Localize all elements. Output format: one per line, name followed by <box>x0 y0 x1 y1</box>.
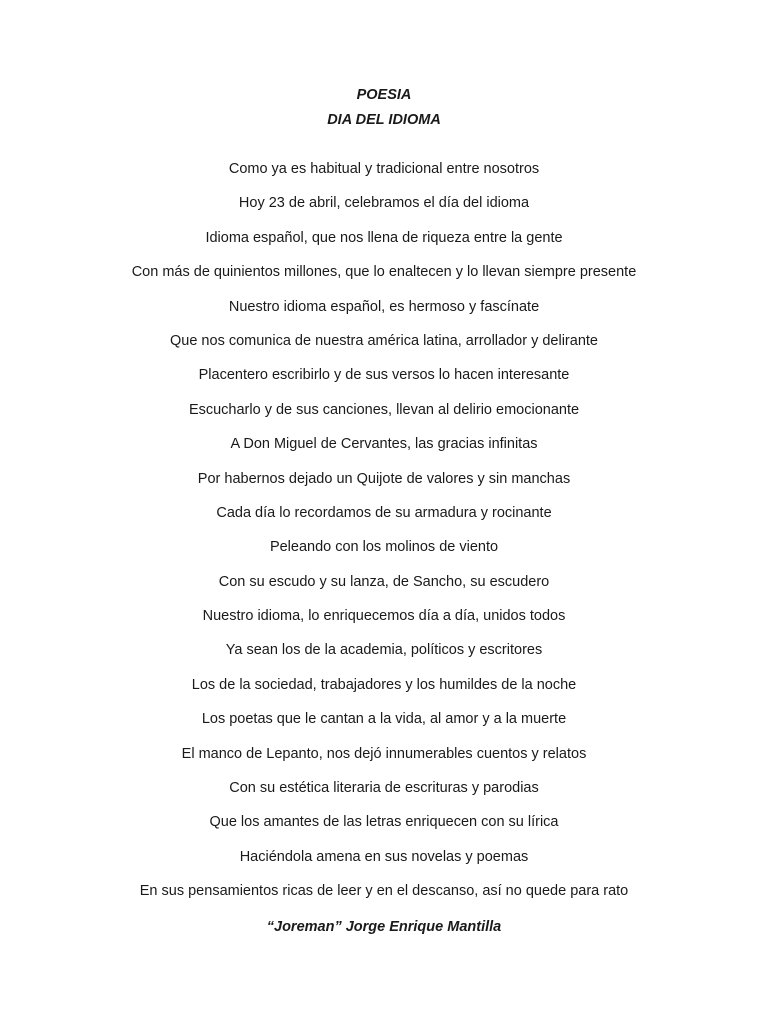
verse-line: Que nos comunica de nuestra américa latina, arrollador y delirante <box>170 332 598 349</box>
verse-line: Que los amantes de las letras enriquecen con su lírica <box>209 814 559 831</box>
verse-line: Idioma español, que nos llena de riqueza entre la gente <box>205 229 563 246</box>
verse-line: Haciéndola amena en sus novelas y poemas <box>239 848 529 865</box>
verse-line: A Don Miguel de Cervantes, las gracias infinitas <box>230 436 538 453</box>
verse-line: Con su estética literaria de escrituras y parodias <box>229 780 539 797</box>
verse-line: Peleando con los molinos de viento <box>269 539 499 556</box>
verse-line: Placentero escribirlo y de sus versos lo hacen interesante <box>198 367 570 384</box>
verse-line: Con su escudo y su lanza, de Sancho, su escudero <box>218 573 550 590</box>
verse-line: Escucharlo y de sus canciones, llevan al delirio emocionante <box>188 401 580 418</box>
verse-line: Cada día lo recordamos de su armadura y rocinante <box>216 504 552 521</box>
verse-line: El manco de Lepanto, nos dejó innumerables cuentos y relatos <box>181 745 587 762</box>
poem-title: DIA DEL IDIOMA <box>327 112 441 128</box>
verse-line: Nuestro idioma, lo enriquecemos día a día, unidos todos <box>202 608 566 625</box>
verse-line: Los poetas que le cantan a la vida, al amor y a la muerte <box>201 711 567 728</box>
author-signature: “Joreman” Jorge Enrique Mantilla <box>266 919 502 935</box>
verse-line: Como ya es habitual y tradicional entre nosotros <box>228 161 540 177</box>
verse-line: Por habernos dejado un Quijote de valores y sin manchas <box>197 470 571 487</box>
verse-line: Con más de quinientos millones, que lo enaltecen y lo llevan siempre presente <box>131 264 637 281</box>
verse-line: Los de la sociedad, trabajadores y los humildes de la noche <box>191 676 577 693</box>
verse-line: En sus pensamientos ricas de leer y en el descanso, así no quede para rato <box>139 883 629 900</box>
verse-line: Nuestro idioma español, es hermoso y fascínate <box>228 298 540 315</box>
verse-line: Hoy 23 de abril, celebramos el día del idioma <box>238 195 530 212</box>
verse-line: Ya sean los de la academia, políticos y escritores <box>225 642 543 659</box>
poem-heading: POESIA <box>356 87 412 103</box>
poem-verses <box>0 160 768 917</box>
